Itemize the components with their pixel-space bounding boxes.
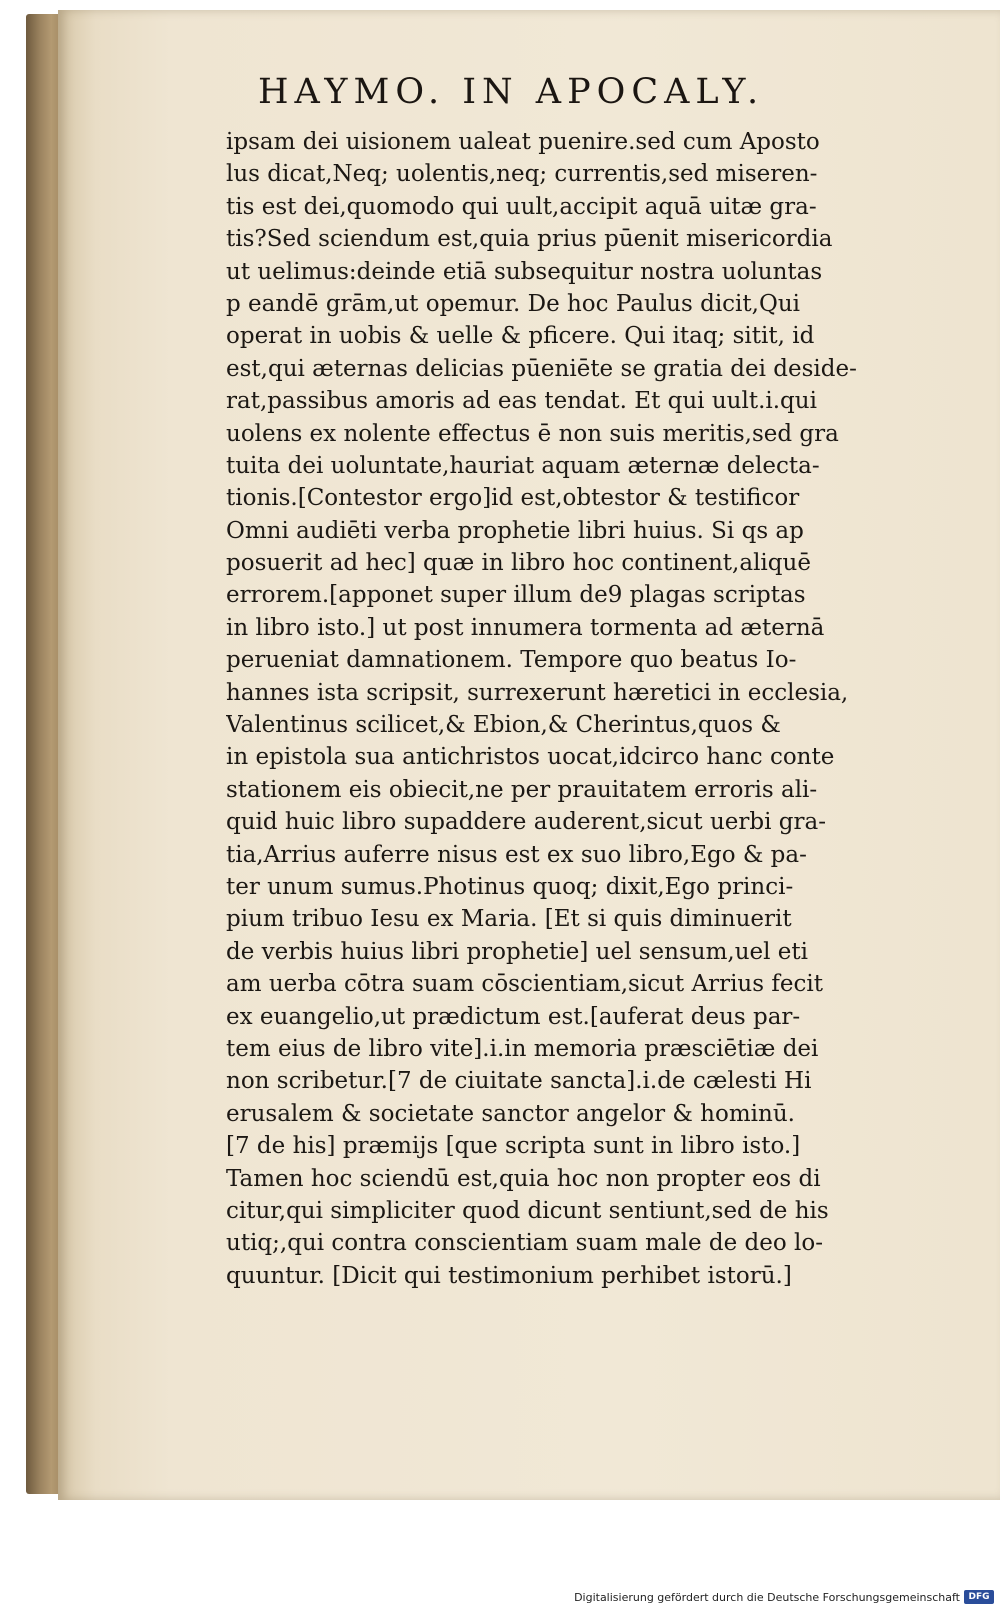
text-line: errorem.[apponet super illum de9 plagas scriptas <box>226 582 806 609</box>
text-line: tis?Sed sciendum est,quia prius pūenit misericordia <box>226 226 833 253</box>
text-line: tia,Arrius auferre nisus est ex suo libro,Ego & pa- <box>226 841 807 868</box>
text-line: lus dicat,Neq; uolentis,neq; currentis,sed miseren- <box>226 161 818 188</box>
text-line: de verbis huius libri prophetie] uel sensum,uel eti <box>226 938 809 965</box>
text-line: uolens ex nolente effectus ē non suis meritis,sed gra <box>226 420 839 447</box>
text-line: stationem eis obiecit,ne per prauitatem erroris ali- <box>226 776 818 803</box>
text-line: ipsam dei uisionem ualeat puenire.sed cum Aposto <box>226 129 820 155</box>
text-line: posuerit ad hec] quæ in libro hoc continent,aliquē <box>226 550 811 577</box>
text-line: ut uelimus:deinde etiā subsequitur nostra uoluntas <box>226 258 823 285</box>
text-line: citur,qui simpliciter quod dicunt sentiunt,sed de his <box>226 1197 829 1224</box>
text-line: Omni audiēti verba prophetie libri huius. Si qs ap <box>226 517 804 544</box>
text-line: in libro isto.] ut post innumera tormenta ad æternā <box>226 614 825 641</box>
text-block <box>226 126 961 1292</box>
text-line: erusalem & societate sanctor angelor & hominū. <box>226 1100 795 1127</box>
dfg-logo-icon: DFG <box>964 1590 994 1604</box>
text-line: utiq;,qui contra conscientiam suam male de deo lo- <box>226 1230 824 1257</box>
text-line: operat in uobis & uelle & pficere. Qui itaq; sitit, id <box>226 323 815 350</box>
footer-credit: Digitalisierung gefördert durch die Deutsche Forschungsgemeinschaft <box>574 1591 960 1604</box>
text-line: tis est dei,quomodo qui uult,accipit aquā uitæ gra- <box>226 193 817 220</box>
text-line: am uerba cōtra suam cōscientiam,sicut Arrius fecit <box>226 971 823 998</box>
text-line: tionis.[Contestor ergo]id est,obtestor & testificor <box>226 485 800 512</box>
text-line: quid huic libro supaddere auderent,sicut uerbi gra- <box>226 809 826 836</box>
text-line: tem eius de libro vite].i.in memoria præsciētiæ dei <box>226 1035 819 1062</box>
running-head: HAYMO. IN APOCALY. <box>258 72 765 112</box>
text-line: [7 de his] præmijs [que scripta sunt in libro isto.] <box>226 1133 801 1160</box>
text-line: tuita dei uoluntate,hauriat aquam æternæ delecta- <box>226 452 820 479</box>
text-line: Tamen hoc sciendū est,quia hoc non propter eos di <box>226 1165 821 1192</box>
text-line: rat,passibus amoris ad eas tendat. Et qui uult.i.qui <box>226 388 817 415</box>
text-line: p eandē grām,ut opemur. De hoc Paulus dicit,Qui <box>226 290 800 317</box>
text-line: non scribetur.[7 de ciuitate sancta].i.de cælesti Hi <box>226 1068 812 1095</box>
text-line: ex euangelio,ut prædictum est.[auferat deus par- <box>226 1003 801 1030</box>
text-line: perueniat damnationem. Tempore quo beatus Io- <box>226 647 797 674</box>
text-line: est,qui æternas delicias pūeniēte se gratia dei deside- <box>226 355 857 382</box>
book-spine-edge <box>26 14 62 1494</box>
text-line: quuntur. [Dicit qui testimonium perhibet istorū.] <box>226 1262 792 1289</box>
text-line: in epistola sua antichristos uocat,idcirco hanc conte <box>226 744 835 771</box>
text-line: hannes ista scripsit, surrexerunt hæretici in ecclesia, <box>226 679 849 706</box>
text-line: ter unum sumus.Photinus quoq; dixit,Ego princi- <box>226 873 794 900</box>
text-line: Valentinus scilicet,& Ebion,& Cherintus,quos & <box>226 712 781 739</box>
text-line: pium tribuo Iesu ex Maria. [Et si quis diminuerit <box>226 906 792 933</box>
